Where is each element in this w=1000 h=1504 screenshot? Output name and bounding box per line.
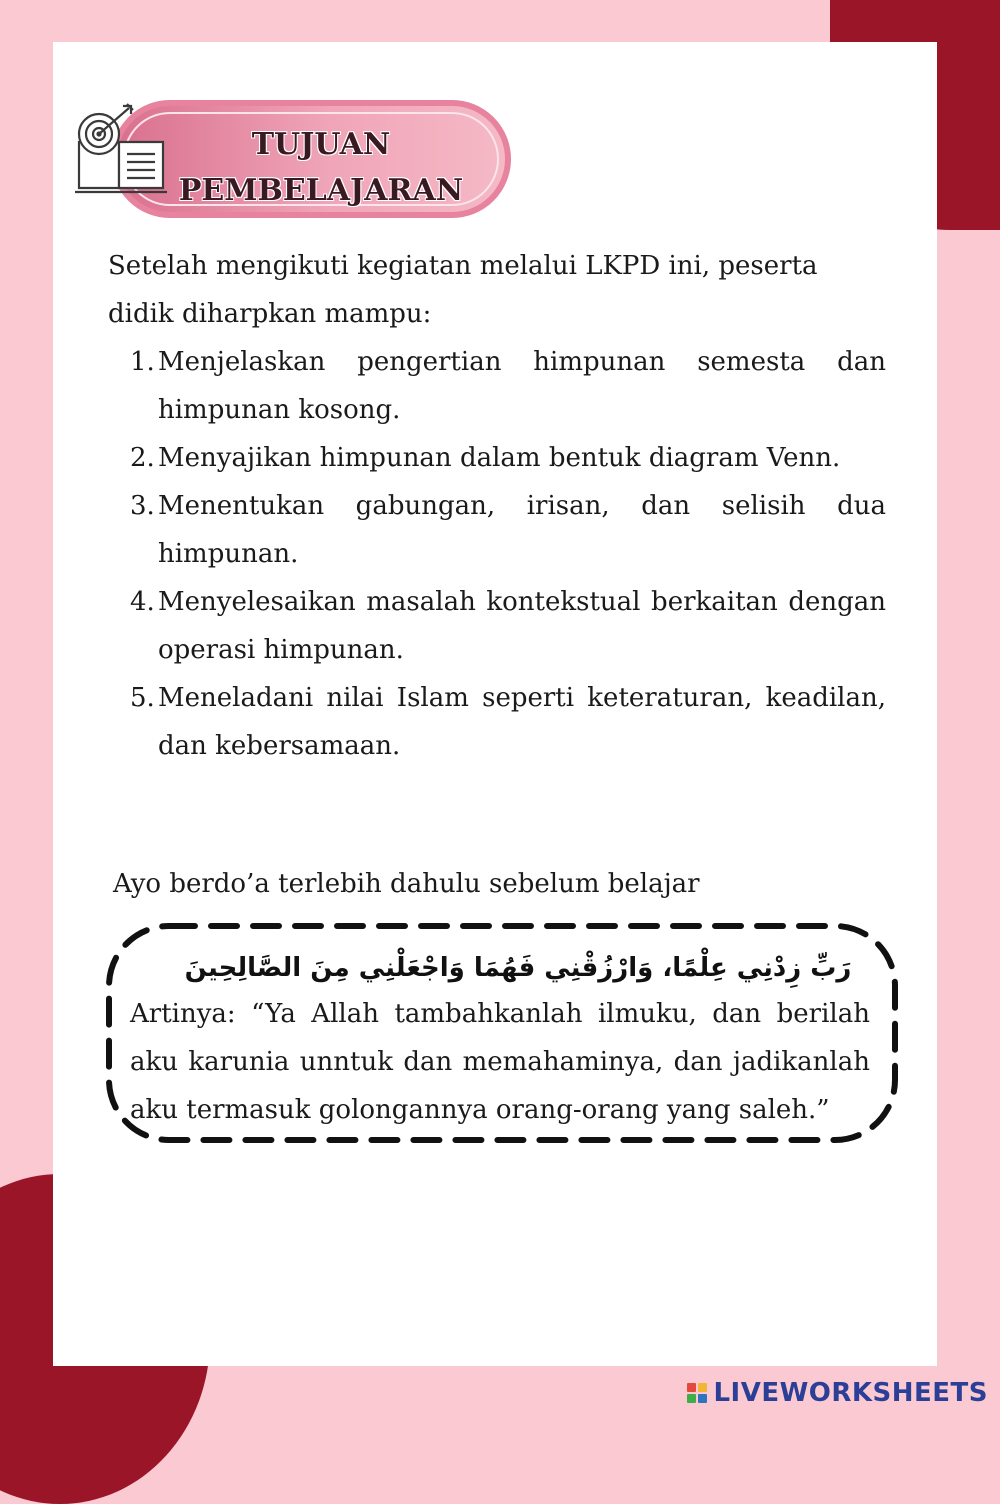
goal-text: Meneladani nilai Islam seperti keteraturan, keadilan, dan kebersamaan.: [158, 683, 886, 761]
goal-text: Menyelesaikan masalah kontekstual berkaitan dengan operasi himpunan.: [158, 587, 886, 665]
prayer-meaning: Artinya: “Ya Allah tambahkanlah ilmuku, dan berilah aku karunia unntuk dan memahaminya, dan jadikanlah aku termasuk golongannya orang-orang yang saleh.”: [130, 999, 870, 1125]
liveworksheets-watermark: [687, 1378, 988, 1408]
learning-goals-list: [108, 338, 886, 770]
goal-text: Menjelaskan pengertian himpunan semesta dan himpunan kosong.: [158, 347, 886, 425]
prayer-lead-text: Ayo berdo’a terlebih dahulu sebelum belajar: [113, 869, 700, 899]
target-book-icon: [71, 102, 171, 200]
list-item: [108, 482, 886, 578]
goal-text: Menentukan gabungan, irisan, dan selisih dua himpunan.: [158, 491, 886, 569]
goal-number: 5.: [130, 683, 155, 713]
watermark-text: LIVEWORKSHEETS: [713, 1378, 988, 1408]
list-item: [108, 674, 886, 770]
goal-number: 2.: [130, 443, 155, 473]
goal-number: 4.: [130, 587, 155, 617]
liveworksheets-logo-icon: [687, 1383, 707, 1403]
worksheet-page: [53, 42, 937, 1366]
list-item: [108, 338, 886, 434]
title-line-1: TUJUAN: [251, 127, 391, 162]
goal-number: 1.: [130, 347, 155, 377]
intro-paragraph: Setelah mengikuti kegiatan melalui LKPD ini, peserta didik diharpkan mampu:: [108, 251, 818, 329]
list-item: [108, 578, 886, 674]
goal-text: Menyajikan himpunan dalam bentuk diagram Venn.: [158, 443, 841, 473]
prayer-arabic: رَبِّ زِدْنِي عِلْمًا، وَارْزُقْنِي فَهُمَا وَاجْعَلْنِي مِنَ الصَّالِحِينَ: [184, 953, 852, 983]
title-line-2: PEMBELAJARAN: [178, 173, 464, 208]
list-item: [108, 434, 886, 482]
page-title: [171, 122, 471, 214]
goal-number: 3.: [130, 491, 155, 521]
